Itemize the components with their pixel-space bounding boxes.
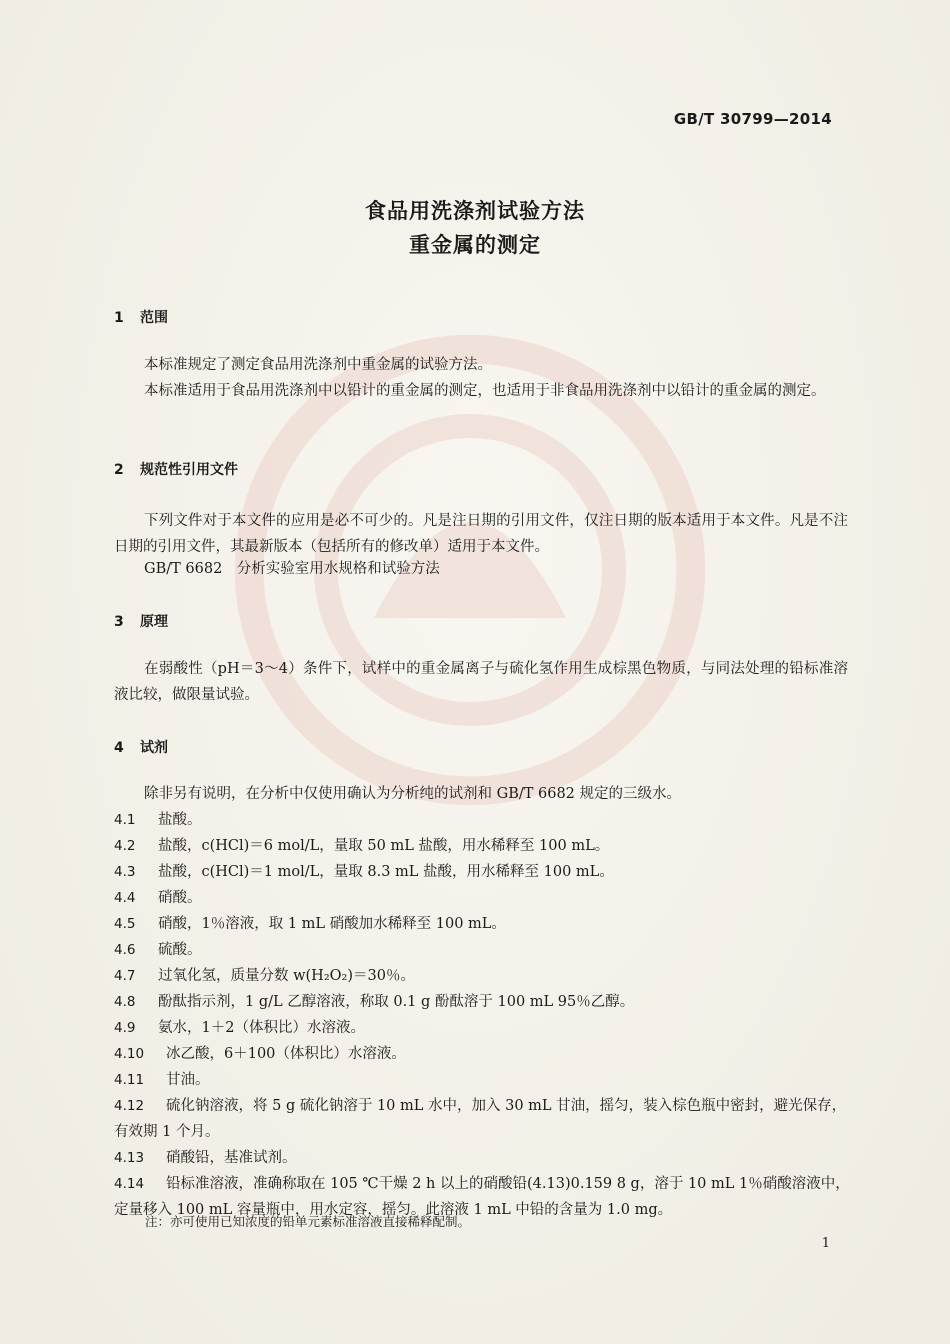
reference-entry: GB/T 6682 分析实验室用水规格和试验方法 [144, 561, 440, 577]
paragraph: 在弱酸性（pH＝3～4）条件下，试样中的重金属离子与硫化氢作用生成棕黑色物质，与同法处理的铅标准溶液比较，做限量试验。 [114, 661, 848, 703]
section-title: 试剂 [140, 740, 168, 756]
reagent-item: 4.4 硝酸。 [114, 890, 202, 906]
reagent-item: 4.14 铅标准溶液，准确称取在 105 ℃干燥 2 h 以上的硝酸铅(4.13)0.159 8 g，溶于 10 mL 1％硝酸溶液中，定量移入 100 mL 容量瓶中，用水定容，摇匀。此溶液 1 mL 中铅的含量为 1.0 mg。 [114, 1176, 850, 1218]
section-number: 4 [114, 740, 124, 756]
section-title: 规范性引用文件 [140, 462, 238, 478]
section-number: 3 [114, 614, 124, 630]
document-title: 食品用洗涤剂试验方法 [365, 199, 585, 223]
paragraph: 本标准规定了测定食品用洗涤剂中重金属的试验方法。 [144, 357, 492, 373]
reagent-item: 4.9 氨水，1＋2（体积比）水溶液。 [114, 1020, 365, 1036]
reagent-item: 4.6 硫酸。 [114, 942, 202, 958]
reagent-item: 4.8 酚酞指示剂，1 g/L 乙醇溶液，称取 0.1 g 酚酞溶于 100 mL 95％乙醇。 [114, 994, 635, 1010]
section-title: 原理 [140, 614, 168, 630]
section-title: 范围 [140, 310, 168, 326]
reagent-item: 4.2 盐酸，c(HCl)＝6 mol/L，量取 50 mL 盐酸，用水稀释至 100 mL。 [114, 838, 610, 854]
document-subtitle: 重金属的测定 [409, 233, 541, 257]
reagent-item: 4.7 过氧化氢，质量分数 w(H₂O₂)＝30％。 [114, 968, 415, 984]
reagent-item: 4.13 硝酸铅，基准试剂。 [114, 1150, 297, 1166]
note: 注：亦可使用已知浓度的铅单元素标准溶液直接稀释配制。 [145, 1214, 471, 1229]
paragraph: 下列文件对于本文件的应用是必不可少的。凡是注日期的引用文件，仅注日期的版本适用于本文件。凡是不注日期的引用文件，其最新版本（包括所有的修改单）适用于本文件。 [114, 513, 848, 555]
section-number: 2 [114, 462, 124, 478]
paragraph: 除非另有说明，在分析中仅使用确认为分析纯的试剂和 GB/T 6682 规定的三级水。 [144, 786, 682, 802]
reagent-item: 4.11 甘油。 [114, 1072, 210, 1088]
reagent-item: 4.5 硝酸，1％溶液，取 1 mL 硝酸加水稀释至 100 mL。 [114, 916, 506, 932]
page-number: 1 [821, 1236, 830, 1251]
section-heading-scope [114, 307, 168, 327]
reagent-item: 4.1 盐酸。 [114, 812, 202, 828]
reagent-item: 4.12 硫化钠溶液，将 5 g 硫化钠溶于 10 mL 水中，加入 30 mL 甘油，摇匀，装入棕色瓶中密封，避光保存，有效期 1 个月。 [114, 1098, 847, 1140]
section-heading-references [114, 459, 238, 479]
paragraph: 本标准适用于食品用洗涤剂中以铅计的重金属的测定，也适用于非食品用洗涤剂中以铅计的重金属的测定。 [144, 383, 826, 399]
reagent-item: 4.3 盐酸，c(HCl)＝1 mol/L，量取 8.3 mL 盐酸，用水稀释至 100 mL。 [114, 864, 614, 880]
standard-code: GB/T 30799—2014 [673, 110, 832, 128]
section-heading-principle [114, 611, 168, 631]
section-number: 1 [114, 310, 124, 326]
reagent-item: 4.10 冰乙酸，6＋100（体积比）水溶液。 [114, 1046, 406, 1062]
section-heading-reagents [114, 737, 168, 757]
